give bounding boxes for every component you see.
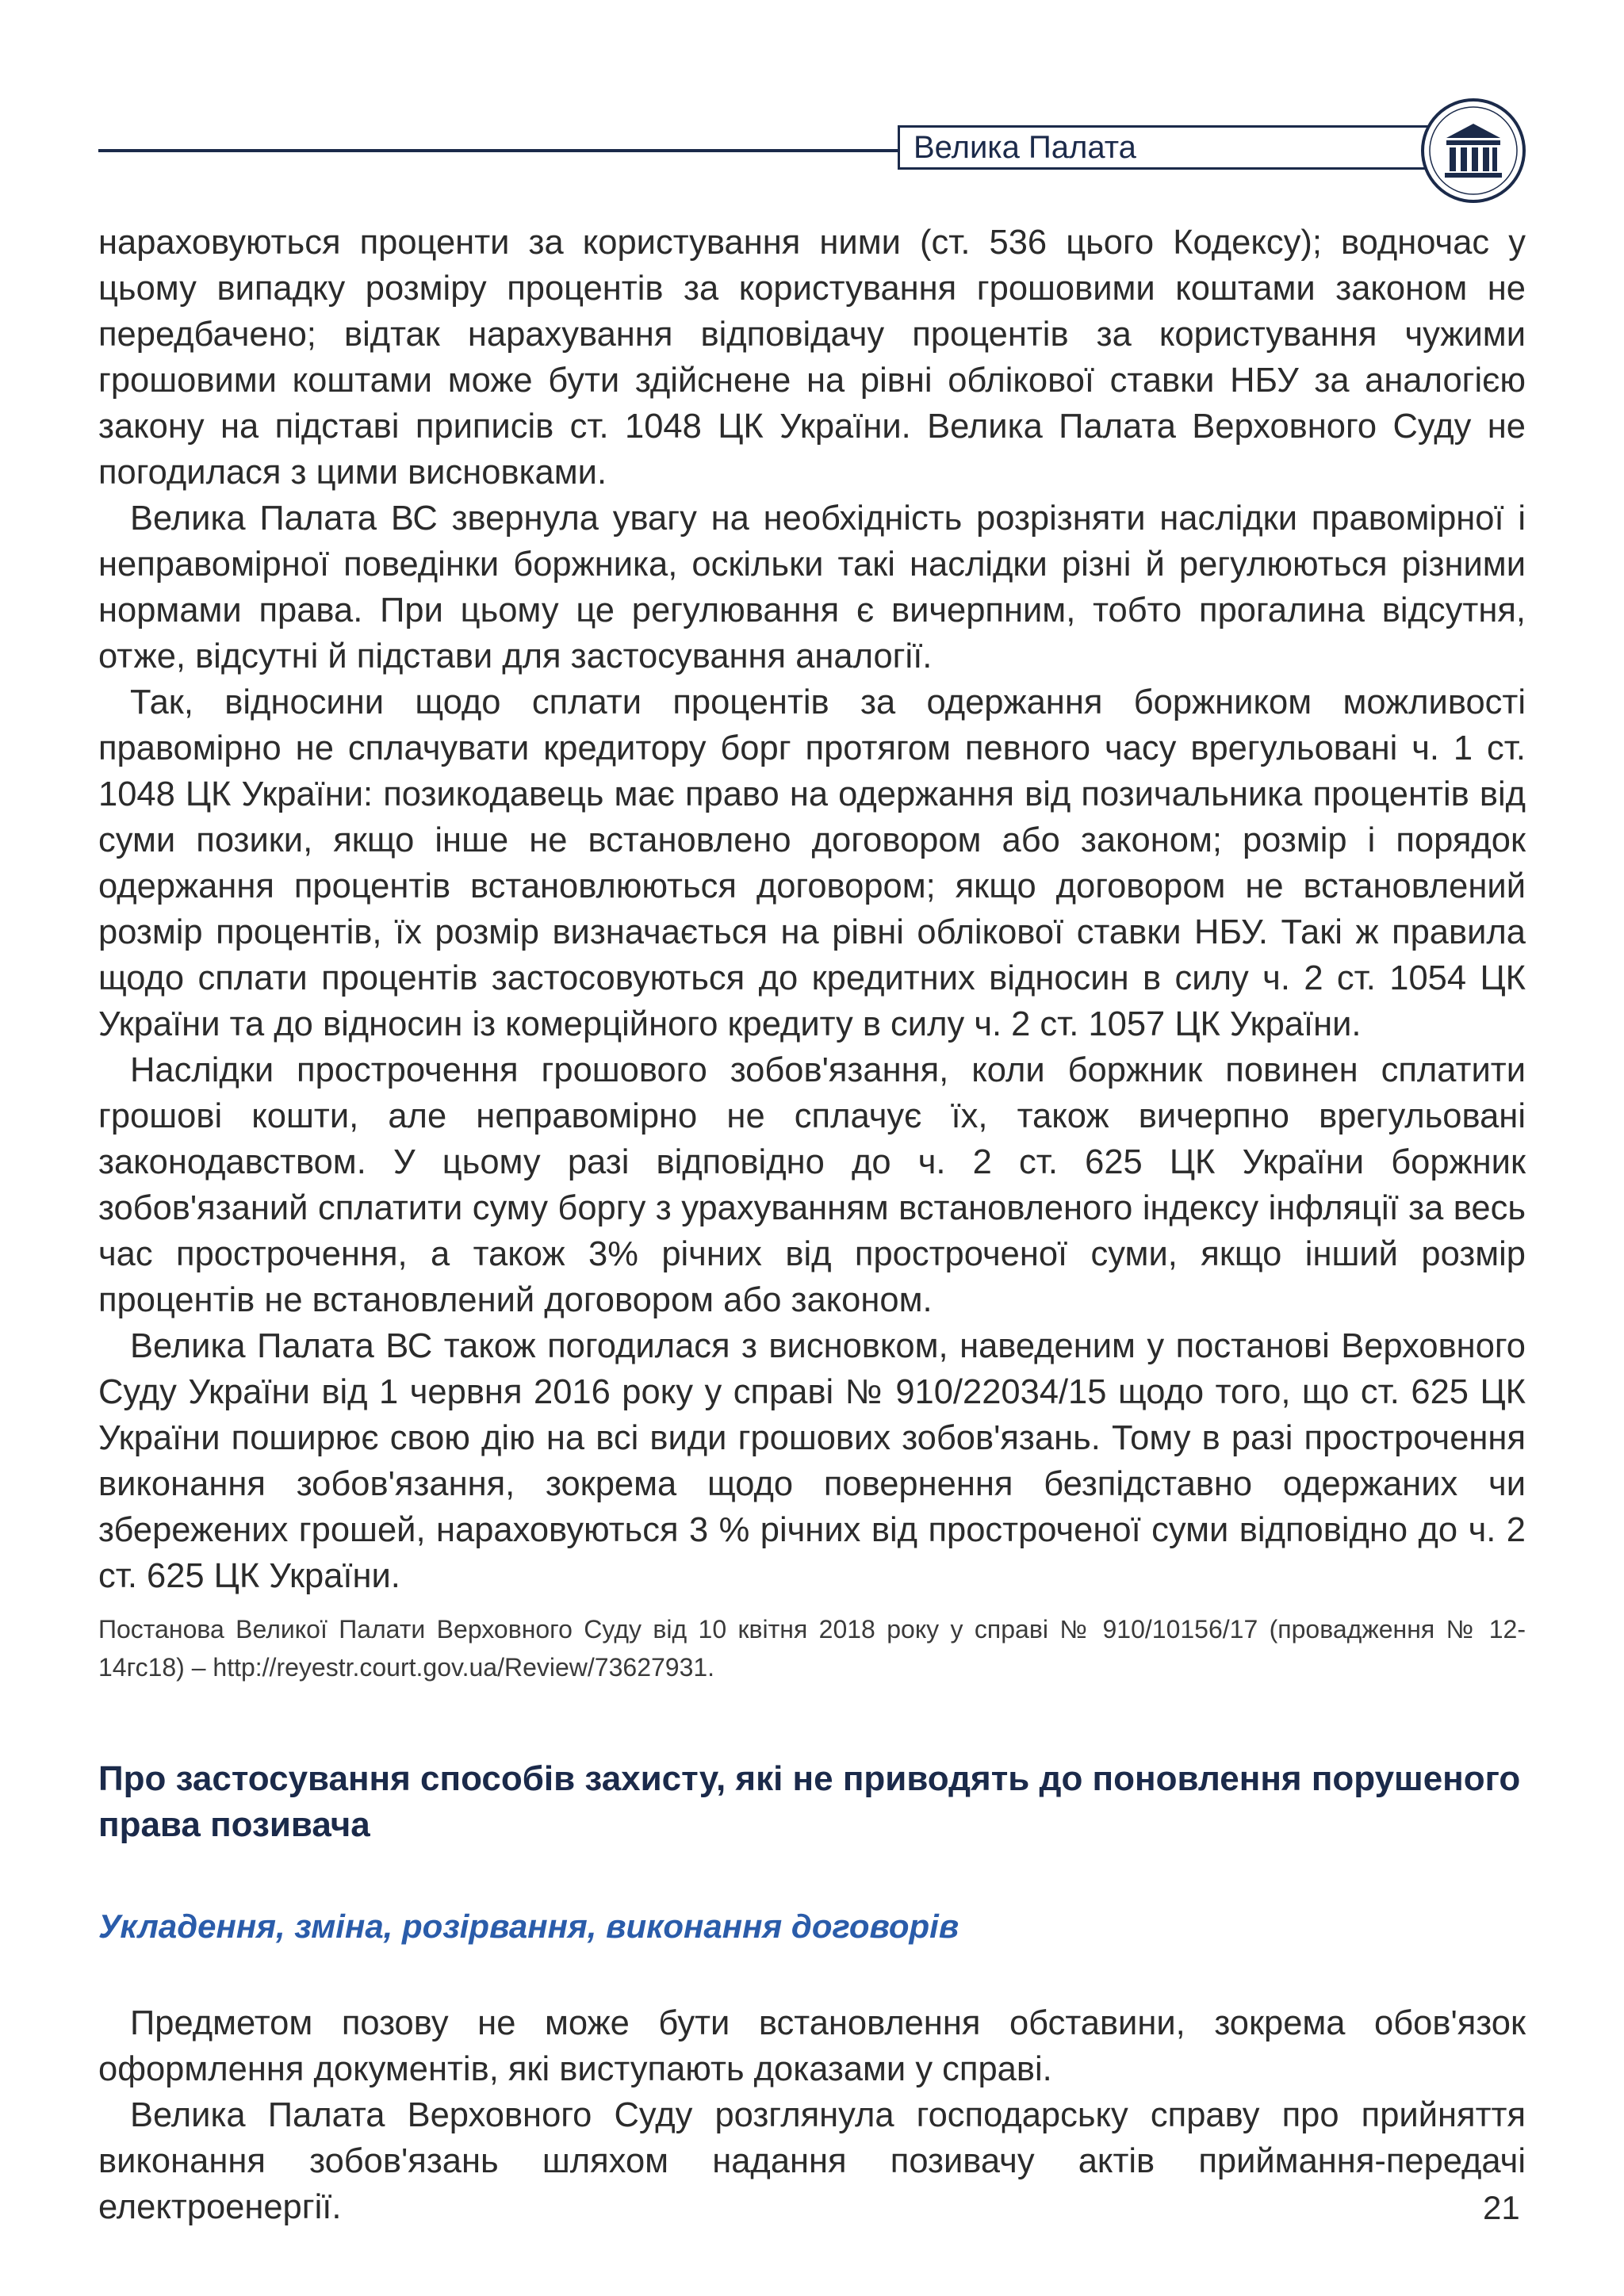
paragraph-delay-consequences: Наслідки прострочення грошового зобов'язання, коли боржник повинен сплатити грошові кошти, але неправомірно не сплачує їх, також вичерпно врегульовані законодавством. У цьому разі відповідно до ч. 2 ст. 625 ЦК України боржник зобов'язаний сплатити суму боргу з урахуванням встановленого індексу інфляції за весь час прострочення, а також 3% річних від простроченої суми, якщо інший розмір процентів не встановлений договором або законом. (98, 1051, 1526, 1319)
page-number: 21 (1483, 2189, 1520, 2226)
header-title: Велика Палата (914, 130, 1136, 165)
paragraph-claim-subject: Предметом позову не може бути встановлення обставини, зокрема обов'язок оформлення документів, які виступають доказами у справі. (98, 2004, 1526, 2088)
header-rule (98, 149, 899, 152)
source-citation: Постанова Великої Палати Верховного Суду від 10 квітня 2018 року у справі № 910/10156/17 (провадження № 12-14гс18) – http://reyestr.court.gov.ua/Review/73627931. (98, 1615, 1526, 1682)
continued-paragraph: нараховуються проценти за користування ними (ст. 536 цього Кодексу); водночас у цьому випадку розміру процентів за користування грошовими коштами законом не передбачено; відтак нарахування відповідачу процентів за користування чужими грошовими коштами може бути здійснене на рівні облікової ставки НБУ за аналогією закону на підставі приписів ст. 1048 ЦК України. Велика Палата Верховного Суду не погодилася з цими висновками. (98, 224, 1526, 492)
paragraph-article-625: Велика Палата ВС також погодилася з висновком, наведеним у постанові Верховного Суду України від 1 червня 2016 року у справі № 910/22034/15 щодо того, що ст. 625 ЦК України поширює свою дію на всі види грошових зобов'язань. Тому в разі прострочення виконання зобов'язання, зокрема щодо повернення безпідставно одержаних чи збережених грошей, нараховуються 3 % річних від простроченої суми відповідно до ч. 2 ст. 625 ЦК України. (98, 1327, 1526, 1595)
section-heading: Про застосування способів захисту, які не приводять до поновлення порушеного права позивача (98, 1759, 1521, 1844)
paragraph-case-review: Велика Палата Верховного Суду розглянула господарську справу про прийняття виконання зобов'язань шляхом надання позивачу актів приймання-передачі електроенергії. (98, 2096, 1526, 2226)
section-subheading: Укладення, зміна, розірвання, виконання договорів (98, 1908, 959, 1945)
courthouse-icon (1419, 97, 1527, 205)
paragraph-interest-relations: Так, відносини щодо сплати процентів за одержання боржником можливості правомірно не сплачувати кредитору борг протягом певного часу врегульовані ч. 1 ст. 1048 ЦК України: позикодавець має право на одержання від позичальника процентів від суми позики, якщо інше не встановлено договором або законом; розмір і порядок одержання процентів встановлюються договором; якщо договором не встановлений розмір процентів, їх розмір визначається на рівні облікової ставки НБУ. Такі ж правила щодо сплати процентів застосовуються до кредитних відносин в силу ч. 2 ст. 1054 ЦК України та до відносин із комерційного кредиту в силу ч. 2 ст. 1057 ЦК України. (98, 683, 1526, 1043)
page-content (98, 220, 1526, 2230)
paragraph-analogy: Велика Палата ВС звернула увагу на необхідність розрізняти наслідки правомірної і неправомірної поведінки боржника, оскільки такі наслідки різні й регулюються різними нормами права. При цьому це регулювання є вичерпним, тобто прогалина відсутня, отже, відсутні й підстави для застосування аналогії. (98, 499, 1526, 675)
